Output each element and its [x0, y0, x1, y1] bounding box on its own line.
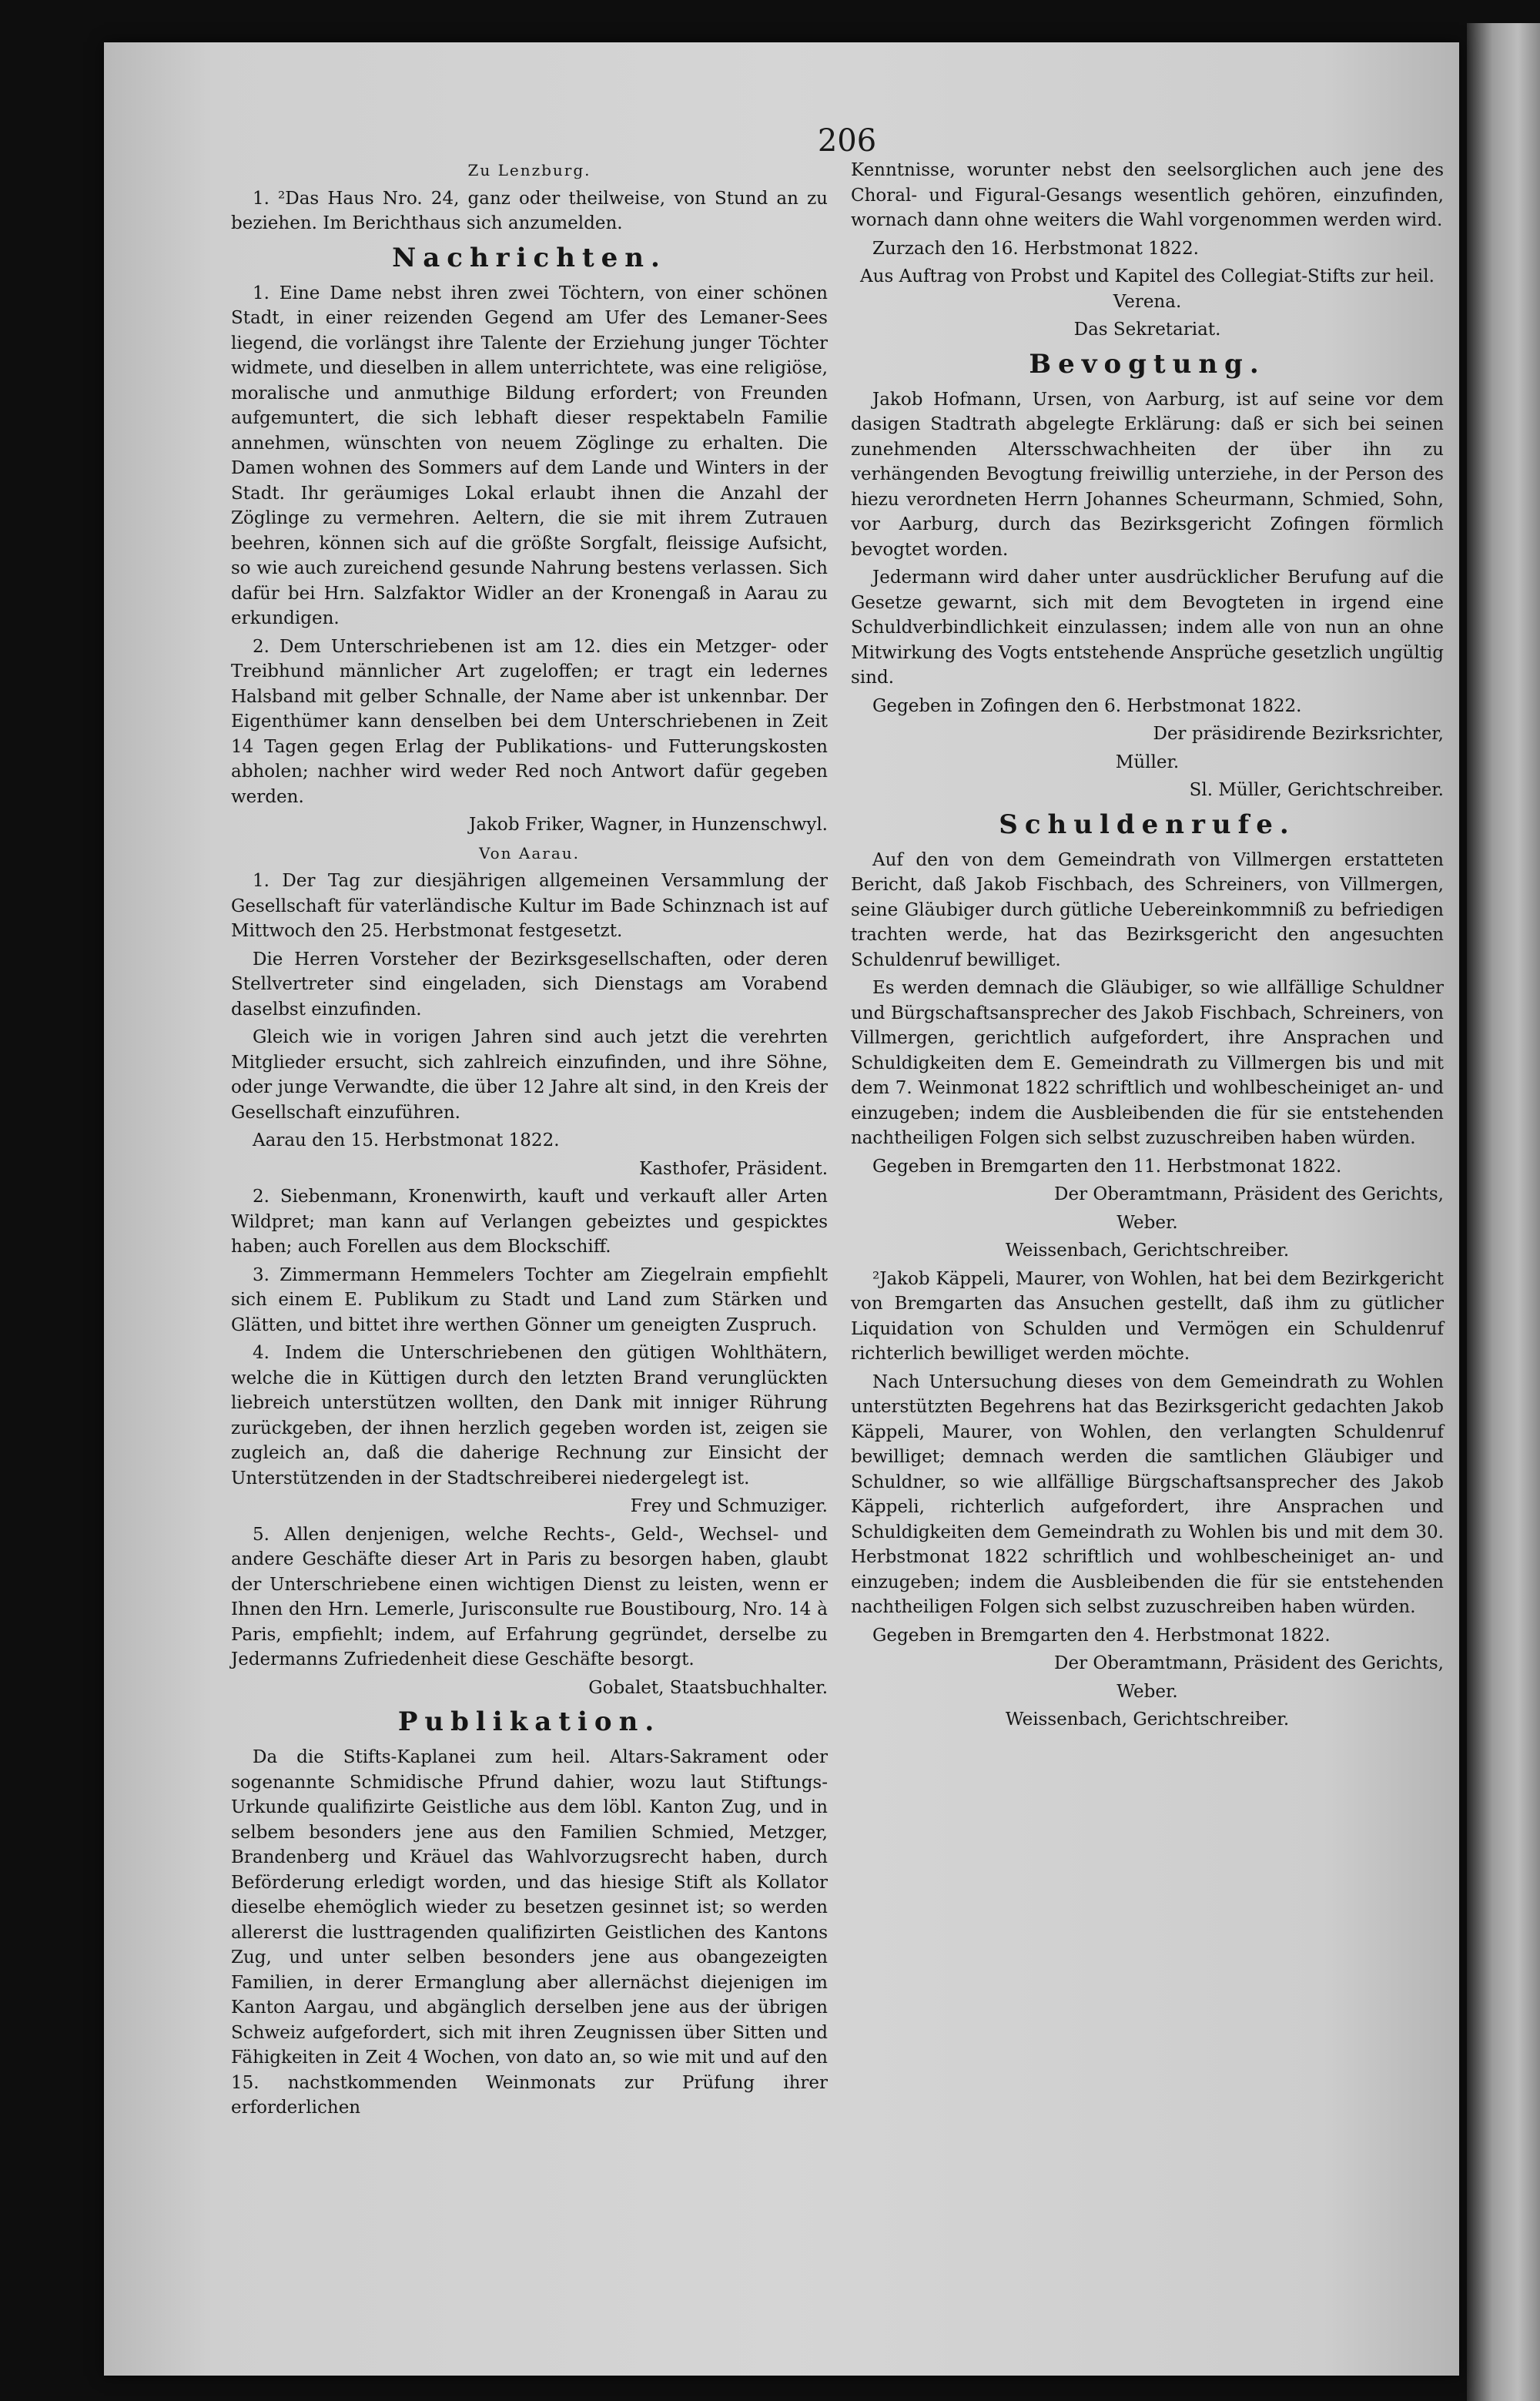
- publikation-heading: Publikation.: [397, 1706, 661, 1737]
- aarau-item-1-p3: Gleich wie in vorigen Jahren sind auch jetzt die verehrten Mitglieder ersucht, sich zahlreich einzufinden, und ihre Söhne, oder junge Verwandte, die über 12 Jahre alt sind, in den Kreis der Gesellschaft einzuführen.: [231, 1027, 828, 1123]
- bevogtung-signature-1: Der präsidirende Bezirksrichter,: [1153, 724, 1444, 744]
- bevogtung-signature-2: Müller.: [1115, 752, 1180, 772]
- schuldenruf-2-signature-2: Weber.: [1116, 1681, 1178, 1702]
- aarau-item-1-p1: 1. Der Tag zur diesjährigen allgemeinen Versammlung der Gesellschaft für vaterländische Kultur im Bade Schinznach ist auf Mittwoch den 25. Herbstmonat festgesetzt.: [231, 871, 828, 941]
- page-number: 206: [817, 123, 877, 159]
- lenzburg-item-1: 1. ²Das Haus Nro. 24, ganz oder theilweise, von Stund an zu beziehen. Im Berichthaus sich anzumelden.: [231, 188, 828, 233]
- publikation-signature-1: Aus Auftrag von Probst und Kapitel des Collegiat-Stifts zur heil. Verena.: [860, 266, 1435, 312]
- aarau-item-1-signature: Kasthofer, Präsident.: [639, 1158, 828, 1179]
- aarau-item-4: 4. Indem die Unterschriebenen den gütigen Wohlthätern, welche die in Küttigen durch den letzten Brand verunglückten liebreich unterstützen wollten, den Dank mit inniger Rührung zurückgeben, der ihnen herzlich gegeben worden ist, zeigen sie zugleich an, daß die daherige Rechnung zur Einsicht der Unterstützenden in der Stadtschreiberei niedergelegt ist.: [231, 1343, 828, 1488]
- right-column: [851, 158, 1444, 1736]
- aarau-item-5-signature: Gobalet, Staatsbuchhalter.: [588, 1677, 828, 1698]
- nachrichten-item-2: 2. Dem Unterschriebenen ist am 12. dies ein Metzger- oder Treibhund männlicher Art zugeloffen; er tragt ein ledernes Halsband mit gelber Schnalle, der Name aber ist unkennbar. Der Eigenthümer kann denselben bei dem Unterschriebenen in Zeit 14 Tagen gegen Erlag der Publikations- und Futterungskosten abholen; nachher wird weder Red noch Antwort dafür gegeben werden.: [231, 636, 828, 807]
- schuldenruf-2-paragraph-2: Nach Untersuchung dieses von dem Gemeindrath zu Wohlen unterstützten Begehrens hat das Bezirksgericht gedachten Jakob Käppeli, Maurer, von Wohlen, den verlangten Schuldenruf bewilliget; demnach werden die samtlichen Gläubiger und Schuldner, so wie allfällige Bürgschaftsansprecher des Jakob Käppeli, richterlich aufgefordert, ihre Ansprachen und Schuldigkeiten dem Gemeindrath zu Wohlen bis und mit dem 30. Herbstmonat 1822 schriftlich und wohlbescheiniget an- und einzugeben; indem die Ausbleibenden die für sie entstehenden nachtheiligen Folgen sich selbst zuzuschreiben haben würden.: [851, 1371, 1444, 1617]
- publikation-continued-text: Kenntnisse, worunter nebst den seelsorglichen auch jene des Choral- und Figural-Gesangs wesentlich gehören, einzufinden, wornach dann ohne weiters die Wahl vorgenommen werden wird.: [851, 160, 1444, 230]
- lenzburg-heading: Zu Lenzburg.: [467, 161, 591, 179]
- schuldenruf-1-signature-2: Weber.: [1116, 1212, 1178, 1233]
- adjacent-page-edge: [1467, 23, 1540, 2401]
- bevogtung-signature-3: Sl. Müller, Gerichtschreiber.: [1189, 780, 1444, 800]
- bevogtung-heading: Bevogtung.: [1029, 348, 1266, 380]
- schuldenruf-1-paragraph-2: Es werden demnach die Gläubiger, so wie allfällige Schuldner und Bürgschaftsansprecher des Jakob Fischbach, Schreiners, von Villmergen, gerichtlich aufgefordert, ihre Ansprachen und Schuldigkeiten dem E. Gemeindrath zu Villmergen bis und mit dem 7. Weinmonat 1822 schriftlich und wohlbescheiniget an- und einzugeben; indem die Ausbleibenden die für sie entstehenden nachtheiligen Folgen sich selbst zuzuschreiben haben würden.: [851, 978, 1444, 1148]
- publikation-text: Da die Stifts-Kaplanei zum heil. Altars-Sakrament oder sogenannte Schmidische Pfrund dahier, wozu laut Stiftungs-Urkunde qualifizirte Geistliche aus dem löbl. Kanton Zug, und in selbem besonders jene aus den Familien Schmied, Metzger, Brandenberg und Kräuel das Wahlvorzugsrecht haben, durch Beförderung erledigt worden, und das hiesige Stift als Kollator dieselbe ehemöglich wieder zu besetzen gesinnet ist; so werden allererst die lusttragenden qualifizirten Geistlichen des Kantons Zug, und unter selben besonders jene aus obangezeigten Familien, in derer Ermanglung aber allernächst diejenigen im Kanton Aargau, und abgänglich derselben jene aus der übrigen Schweiz aufgefordert, sich mit ihren Zeugnissen über Sitten und Fähigkeiten in Zeit 4 Wochen, von dato an, so wie mit und auf den 15. nachstkommenden Weinmonats zur Prüfung ihrer erforderlichen: [231, 1747, 828, 2118]
- aarau-item-1-date: Aarau den 15. Herbstmonat 1822.: [253, 1130, 560, 1150]
- schuldenruf-2-signature-1: Der Oberamtmann, Präsident des Gerichts,: [1054, 1653, 1444, 1673]
- aarau-item-3: 3. Zimmermann Hemmelers Tochter am Ziegelrain empfiehlt sich einem E. Publikum zu Stadt und Land zum Stärken und Glätten, und bittet ihre werthen Gönner um geneigten Zuspruch.: [231, 1264, 828, 1335]
- schuldenruf-2-paragraph-1: ²Jakob Käppeli, Maurer, von Wohlen, hat bei dem Bezirkgericht von Bremgarten das Ansuchen gestellt, daß ihm zu gütlicher Liquidation von Schulden und Vermögen ein Schuldenruf richterlich bewilliget werden möchte.: [851, 1268, 1444, 1364]
- schuldenruf-1-signature-3: Weissenbach, Gerichtschreiber.: [1005, 1241, 1290, 1261]
- aarau-item-4-signature: Frey und Schmuziger.: [630, 1496, 828, 1516]
- nachrichten-item-2-signature: Jakob Friker, Wagner, in Hunzenschwyl.: [469, 815, 828, 835]
- publikation-date: Zurzach den 16. Herbstmonat 1822.: [872, 238, 1199, 259]
- nachrichten-heading: Nachrichten.: [392, 242, 667, 273]
- schuldenruf-1-signature-1: Der Oberamtmann, Präsident des Gerichts,: [1054, 1184, 1444, 1204]
- aarau-item-1-p2: Die Herren Vorsteher der Bezirksgesellschaften, oder deren Stellvertreter sind eingeladen, sich Dienstags am Vorabend daselbst einzufinden.: [231, 949, 828, 1020]
- schuldenruf-2-date: Gegeben in Bremgarten den 4. Herbstmonat 1822.: [872, 1625, 1331, 1646]
- schuldenruf-2-signature-3: Weissenbach, Gerichtschreiber.: [1005, 1709, 1290, 1730]
- left-column: [231, 158, 828, 2124]
- schuldenrufe-heading: Schuldenrufe.: [999, 809, 1296, 840]
- bevogtung-date: Gegeben in Zofingen den 6. Herbstmonat 1822.: [872, 695, 1302, 716]
- aarau-item-2: 2. Siebenmann, Kronenwirth, kauft und verkauft aller Arten Wildpret; man kann auf Verlangen gebeiztes und gespicktes haben; auch Forellen aus dem Blockschiff.: [231, 1187, 828, 1257]
- schuldenruf-1-paragraph-1: Auf den von dem Gemeindrath von Villmergen erstatteten Bericht, daß Jakob Fischbach, des Schreiners, von Villmergen, seine Gläubiger durch gütliche Uebereinkommniß zu befriedigen trachten werde, hat das Bezirksgericht den angesuchten Schuldenruf bewilliget.: [851, 849, 1444, 970]
- bevogtung-paragraph-1: Jakob Hofmann, Ursen, von Aarburg, ist auf seine vor dem dasigen Stadtrath abgelegte Erklärung: daß er sich bei seinen zunehmenden Altersschwachheiten der über ihn zu verhängenden Bevogtung freiwillig unterziehe, in der Person des hiezu verordneten Herrn Johannes Scheurmann, Schmied, Sohn, vor Aarburg, durch das Bezirksgericht Zofingen förmlich bevogtet worden.: [851, 389, 1444, 560]
- nachrichten-item-1: 1. Eine Dame nebst ihren zwei Töchtern, von einer schönen Stadt, in einer reizenden Gegend am Ufer des Lemaner-Sees liegend, die vorlängst ihre Talente der Erziehung junger Töchter widmete, und dieselben in allem unterrichtete, was eine religiöse, moralische und anmuthige Bildung erfordert; von Freunden aufgemuntert, die sich lebhaft dieser respektabeln Familie annehmen, wünschten von neuem Zöglinge zu erhalten. Die Damen wohnen des Sommers auf dem Lande und Winters in der Stadt. Ihr geräumiges Lokal erlaubt ihnen die Anzahl der Zöglinge zu vermehren. Aeltern, die sie mit ihrem Zutrauen beehren, können sich auf die größte Sorgfalt, fleissige Aufsicht, so wie auch zureichend gesunde Nahrung bestens verlassen. Sich dafür bei Hrn. Salzfaktor Widler an der Kronengaß in Aarau zu erkundigen.: [231, 283, 828, 628]
- schuldenruf-1-date: Gegeben in Bremgarten den 11. Herbstmonat 1822.: [872, 1156, 1342, 1177]
- aarau-heading: Von Aarau.: [479, 843, 580, 862]
- bevogtung-paragraph-2: Jedermann wird daher unter ausdrücklicher Berufung auf die Gesetze gewarnt, sich mit dem Bevogteten in irgend eine Schuldverbindlichkeit einzulassen; indem alle von nun an ohne Mitwirkung des Vogts entstehende Ansprüche gesetzlich ungültig sind.: [851, 568, 1444, 688]
- aarau-item-5: 5. Allen denjenigen, welche Rechts-, Geld-, Wechsel- und andere Geschäfte dieser Art in Paris zu besorgen haben, glaubt der Unterschriebene einen wichtigen Dienst zu leisten, wenn er Ihnen den Hrn. Lemerle, Jurisconsulte rue Boustibourg, Nro. 14 à Paris, empfiehlt; indem, auf Erfahrung gegründet, derselbe zu Jedermanns Zufriedenheit diese Geschäfte besorgt.: [231, 1524, 828, 1669]
- publikation-signature-2: Das Sekretariat.: [1073, 320, 1221, 340]
